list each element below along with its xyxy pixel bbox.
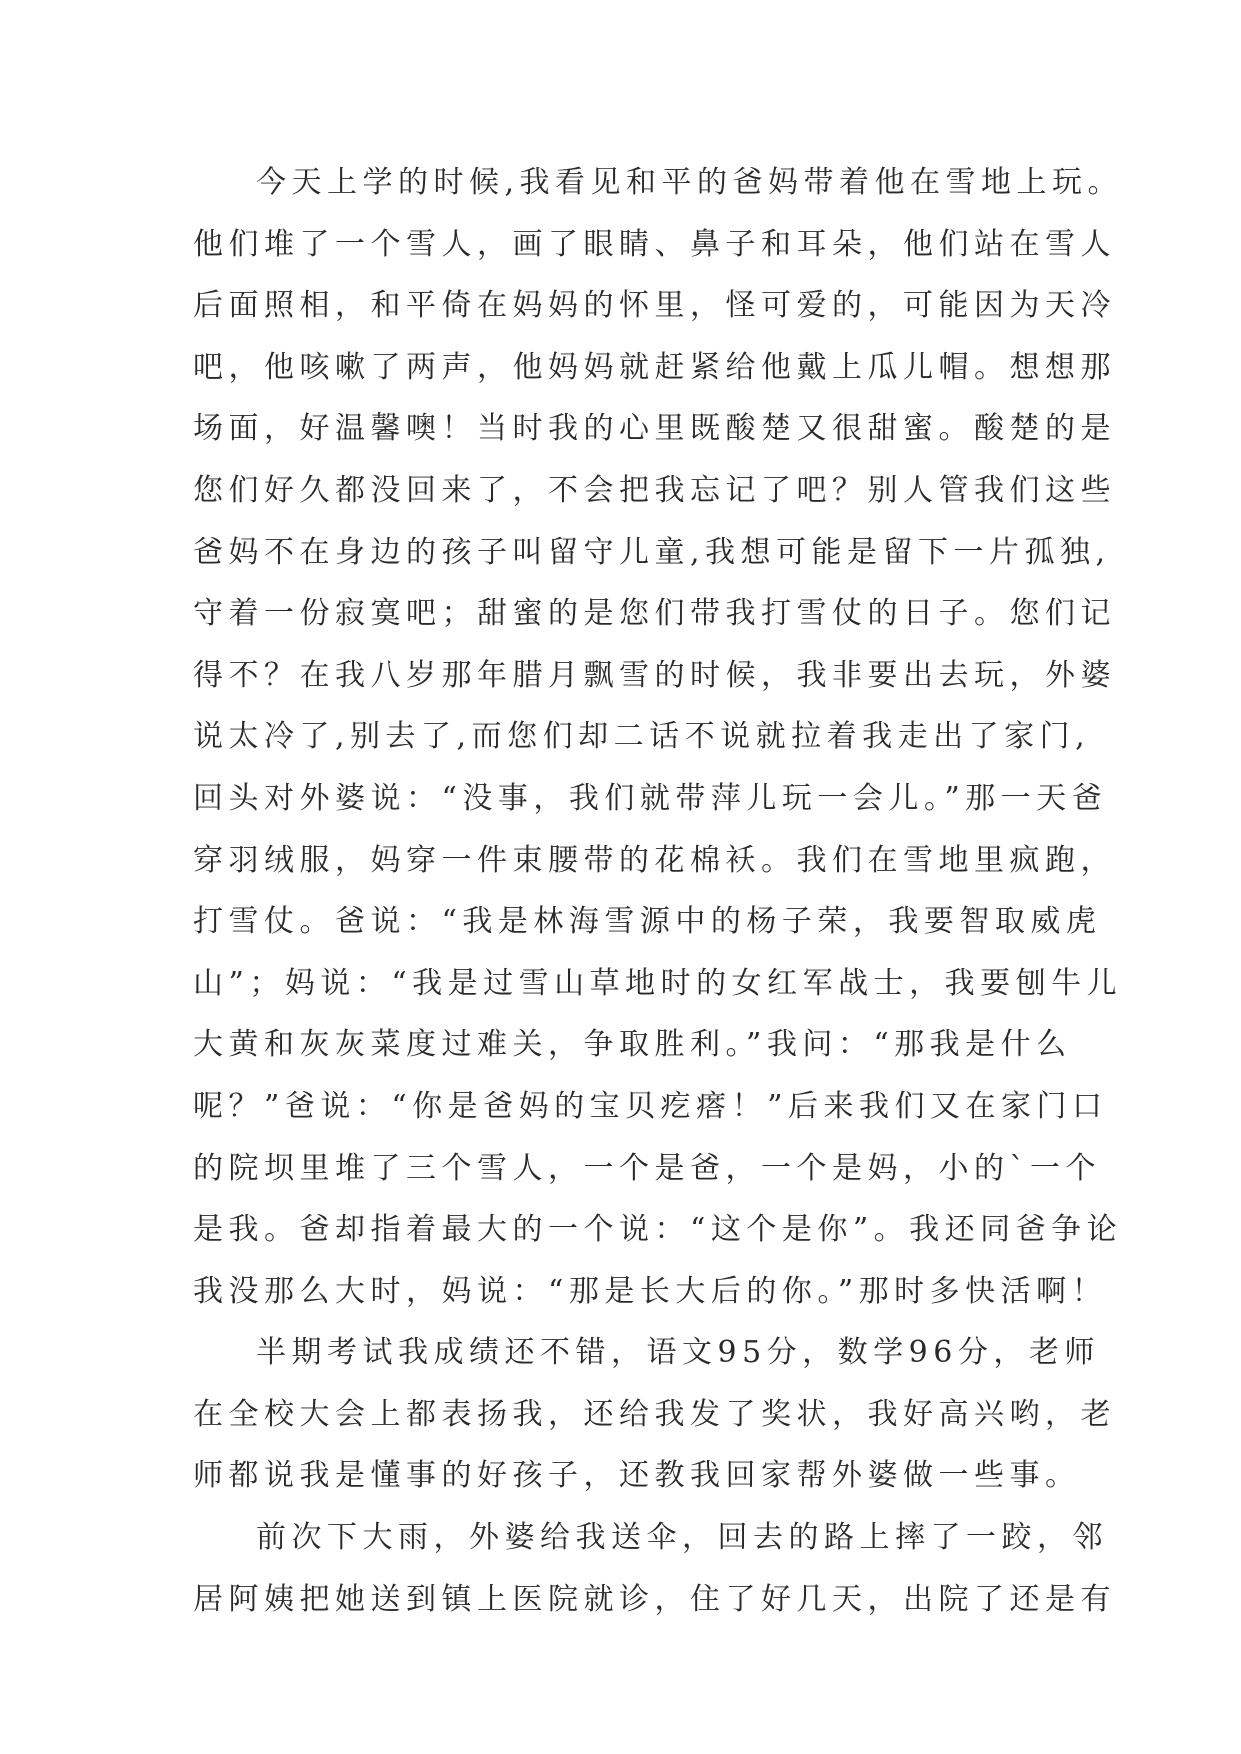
paragraph-2-line-2: 在全校大会上都表扬我，还给我发了奖状，我好高兴哟，老: [193, 1396, 1116, 1432]
paragraph-1-line-6: 您们好久都没回来了，不会把我忘记了吧？别人管我们这些: [193, 472, 1116, 508]
paragraph-1-line-18: 是我。爸却指着最大的一个说：“这个是你”。我还同爸争论: [193, 1212, 1123, 1248]
paragraph-3-line-2: 居阿姨把她送到镇上医院就诊，住了好几天，出院了还是有: [193, 1581, 1116, 1617]
paragraph-1-line-1: 今天上学的时候,我看见和平的爸妈带着他在雪地上玩。: [256, 165, 1124, 200]
paragraph-1-line-7: 爸妈不在身边的孩子叫留守儿童,我想可能是留下一片孤独,: [193, 534, 1111, 570]
paragraph-1-line-5: 场面，好温馨噢！当时我的心里既酸楚又很甜蜜。酸楚的是: [193, 411, 1116, 447]
paragraph-2-line-1: 半期考试我成绩还不错，语文95分，数学96分，老师: [256, 1335, 1100, 1371]
paragraph-1-line-12: 穿羽绒服，妈穿一件束腰带的花棉袄。我们在雪地里疯跑，: [193, 842, 1116, 878]
paragraph-1-line-14: 山”；妈说：“我是过雪山草地时的女红军战士，我要刨牛儿: [193, 965, 1123, 1001]
paragraph-1-line-2: 他们堆了一个雪人，画了眼睛、鼻子和耳朵，他们站在雪人: [193, 226, 1116, 262]
paragraph-1-line-16: 呢？”爸说：“你是爸妈的宝贝疙瘩！”后来我们又在家门口: [193, 1088, 1108, 1124]
paragraph-1-line-10: 说太冷了,别去了,而您们却二话不说就拉着我走出了家门,: [193, 719, 1091, 755]
paragraph-1-line-3: 后面照相，和平倚在妈妈的怀里，怪可爱的，可能因为天冷: [193, 288, 1116, 324]
paragraph-1-line-19: 我没那么大时，妈说：“那是长大后的你。”那时多快活啊！: [193, 1273, 1108, 1309]
paragraph-1-line-8: 守着一份寂寞吧；甜蜜的是您们带我打雪仗的日子。您们记: [193, 596, 1116, 632]
paragraph-1-line-11: 回头对外婆说：“没事，我们就带萍儿玩一会儿。”那一天爸: [193, 780, 1108, 816]
paragraph-1-line-15: 大黄和灰灰菜度过难关，争取胜利。”我问：“那我是什么: [193, 1027, 1072, 1063]
letter-body: [193, 152, 1124, 1630]
paragraph-1-line-4: 吧，他咳嗽了两声，他妈妈就赶紧给他戴上瓜儿帽。想想那: [193, 349, 1116, 385]
paragraph-1-line-13: 打雪仗。爸说：“我是林海雪源中的杨子荣，我要智取威虎: [193, 904, 1102, 940]
paragraph-1-line-9: 得不？在我八岁那年腊月飘雪的时候，我非要出去玩，外婆: [193, 657, 1116, 693]
paragraph-3-line-1: 前次下大雨，外婆给我送伞，回去的路上摔了一跤，邻: [256, 1520, 1108, 1556]
paragraph-1-line-17: 的院坝里堆了三个雪人，一个是爸，一个是妈，小的`一个: [193, 1150, 1101, 1186]
paragraph-2-line-3: 师都说我是懂事的好孩子，还教我回家帮外婆做一些事。: [193, 1458, 1081, 1494]
